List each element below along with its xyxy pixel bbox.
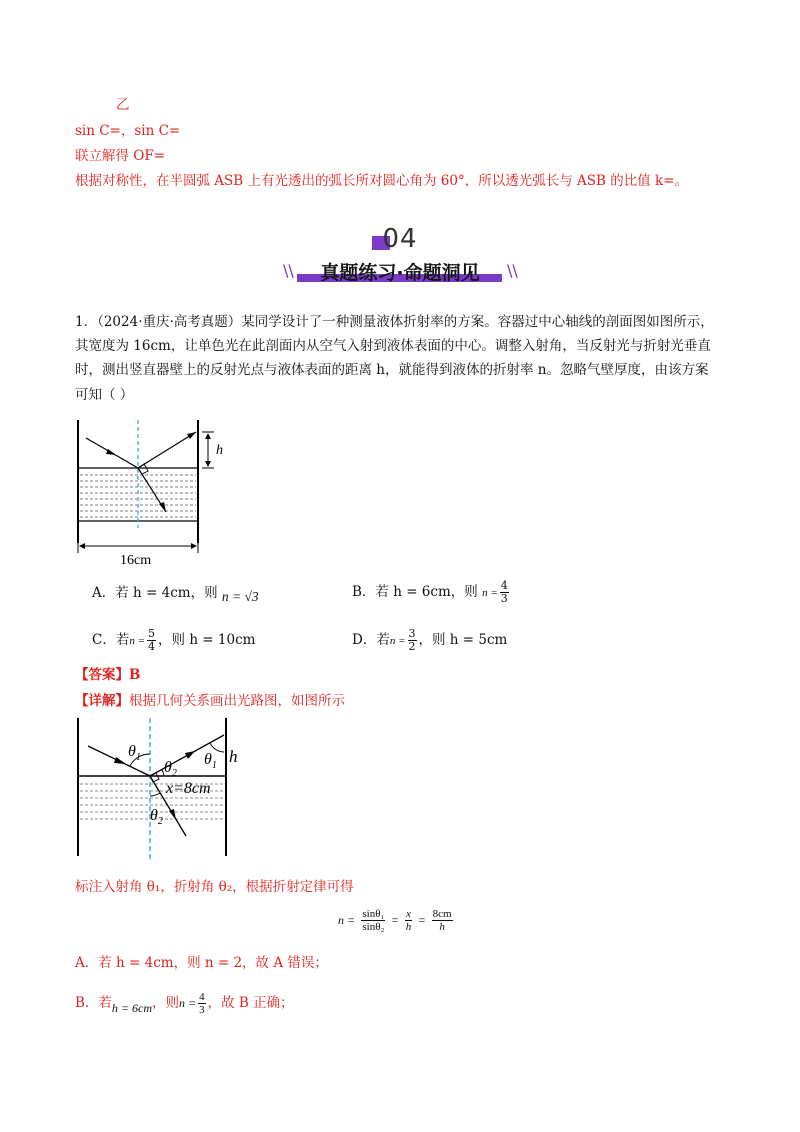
formula-fraction-sin: $\frac{\text{sinθ₁}}{\text{sinθ₂}}$ [362,908,385,933]
option-c[interactable] [92,626,255,655]
formula-fraction-xh: $\frac{x}{h}$ [405,908,412,933]
option-b[interactable] [352,578,511,607]
detail-b-suffix: ，故 B 正确； [207,995,294,1011]
of-line: 联立解得 OF= [75,148,166,164]
detail-line [75,692,345,710]
question-stem-text-1: 某同学设计了一种测量液体折射率的方案。容器过中心轴线的剖面图如图所示， [241,314,714,330]
option-d-n: n = [389,635,406,647]
option-c-n: n = [129,635,146,647]
option-d-suffix: ，则 h = 5cm [418,632,508,648]
question-stem-1 [75,313,714,331]
detail-b-fraction: $\frac{4}{3}$ [199,991,205,1016]
detail-b-n: n = [179,996,197,1010]
detail-theta2-bottom: $\theta_2$ [150,807,163,827]
symmetry-line: 根据对称性，在半圆弧 ASB 上有光透出的弧长所对圆心角为 60°，所以透光弧长与 ASB 的比值 k=。 [75,173,689,189]
detail-h-label: h [229,747,238,766]
answer-line [75,666,140,684]
section-number: 04 [382,224,418,254]
option-c-fraction: $\frac{5}{4}$ [148,627,156,653]
option-a[interactable] [92,581,259,609]
detail-figure [70,716,250,864]
detail-tag: 【详解】 [75,693,129,709]
figure-h-label: h [216,443,223,458]
section-deco-right: \\ [507,261,518,280]
formula-n: n = [338,913,356,927]
detail-line-a: A．若 h = 4cm，则 n = 2，故 A 错误； [75,955,328,971]
refraction-formula: n = $\frac{\text{sinθ₁}}{\text{sinθ₂}}$ = $\frac{x}{h}$ = $\frac{8cm}{h}$ [338,908,452,933]
question-number: 1． [75,314,98,330]
detail-b-h: h = 6cm [111,1001,153,1015]
option-c-prefix: C．若 [92,632,130,648]
option-b-prefix: B．若 h = 6cm，则 [352,584,478,600]
figure-width-label: 16cm [120,553,152,568]
detail-line-b [75,988,294,1023]
formula-fraction-8h: $\frac{8cm}{h}$ [432,908,452,933]
option-d-prefix: D．若 [352,632,390,648]
option-d[interactable] [352,626,507,655]
sin-line: sin C=，sin C= [75,123,181,139]
option-a-prefix: A．若 h = 4cm，则 [92,585,218,601]
mark-line: 标注入射角 θ₁，折射角 θ₂，根据折射定律可得 [75,879,354,895]
section-title: 真题练习·命题洞见 [320,262,480,284]
detail-theta1-right: $\theta_1$ [204,751,217,771]
detail-theta1-left: $\theta_1$ [128,743,141,763]
option-a-value: n = √3 [221,589,259,604]
section-deco-left: \\ [283,261,294,280]
question-figure [70,418,230,568]
answer-tag: 【答案】 [75,667,129,683]
question-stem-3: 时，测出竖直器壁上的反射光点与液体表面的距离 h，就能得到液体的折射率 n。忽略气壁厚度，由该方案 [75,362,709,378]
label-yi: 乙 [116,97,130,113]
option-d-fraction: $\frac{3}{2}$ [408,627,416,653]
question-stem-2: 其宽度为 16cm，让单色光在此剖面内从空气入射到液体表面的中心。调整入射角，当反射光与折射光垂直 [75,338,711,354]
question-stem-4: 可知（ ） [75,387,134,403]
detail-b-mid: ，则 [152,995,180,1011]
option-b-n: n = [482,587,498,599]
question-source: （2024·重庆·高考真题） [97,314,242,330]
detail-b-prefix: B．若 [75,995,112,1011]
answer-value: B [129,667,141,683]
detail-x-label: x=8cm [166,780,211,797]
detail-theta2-top: $\theta_2$ [164,759,177,779]
section-header [0,224,800,294]
detail-text: 根据几何关系画出光路图，如图所示 [129,693,345,709]
option-c-suffix: ，则 h = 10cm [158,632,256,648]
option-b-fraction: $\frac{4}{3}$ [500,579,508,605]
